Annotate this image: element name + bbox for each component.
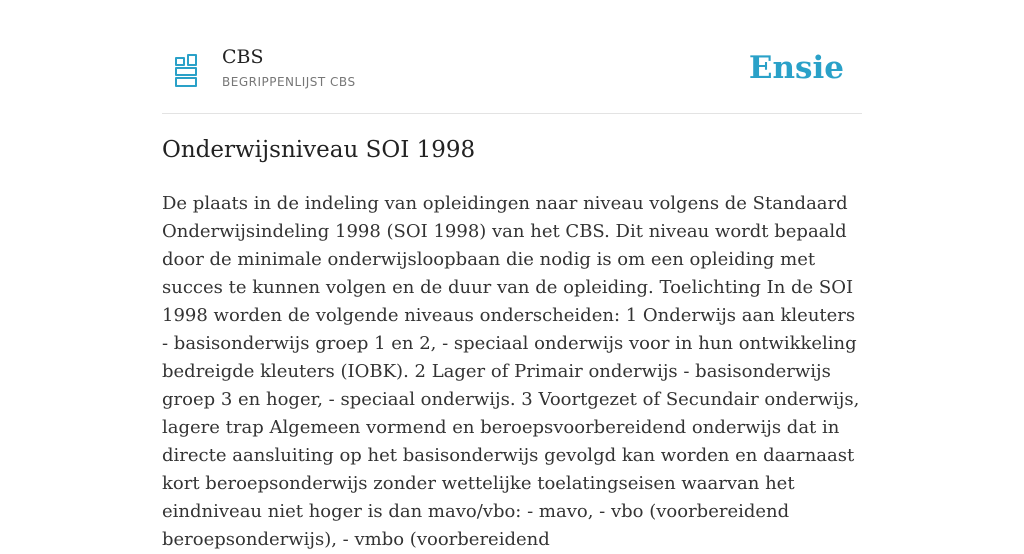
- definition-text: De plaats in de indeling van opleidingen naar niveau volgens de Standaard Onderwijsindeling 1998 (SOI 1998) van het CBS. Dit niveau wordt bepaald door de minimale onderwijsloopbaan die nodig is om een opleiding met succes te kunnen volgen en de duur van de opleiding. Toelichting In de SOI 1998 worden de volgende niveaus onderscheiden: 1 Onderwijs aan kleuters - basisonderwijs groep 1 en 2, - speciaal onderwijs voor in hun ontwikkeling bedreigde kleuters (IOBK). 2 Lager of Primair onderwijs - basisonderwijs groep 3 en hoger, - speciaal onderwijs. 3 Voortgezet of Secundair onderwijs, lagere trap Algemeen vormend en beroepsvoorbereidend onderwijs dat in directe aansluiting op het basisonderwijs gevolgd kan worden en daarnaast kort beroepsonderwijs zonder wettelijke toelatingseisen waarvan het eindniveau niet hoger is dan mavo/vbo: - mavo, - vbo (voorbereidend beroepsonderwijs), - vmbo (voorbereidend: [162, 193, 860, 550]
- page-title: Onderwijsniveau SOI 1998: [162, 137, 476, 163]
- cbs-logo-icon[interactable]: [174, 54, 198, 88]
- org-name[interactable]: CBS: [222, 46, 264, 68]
- ensie-brand-link[interactable]: Ensie: [748, 50, 844, 86]
- org-subtitle[interactable]: BEGRIPPENLIJST CBS: [222, 75, 356, 89]
- header: [162, 0, 862, 114]
